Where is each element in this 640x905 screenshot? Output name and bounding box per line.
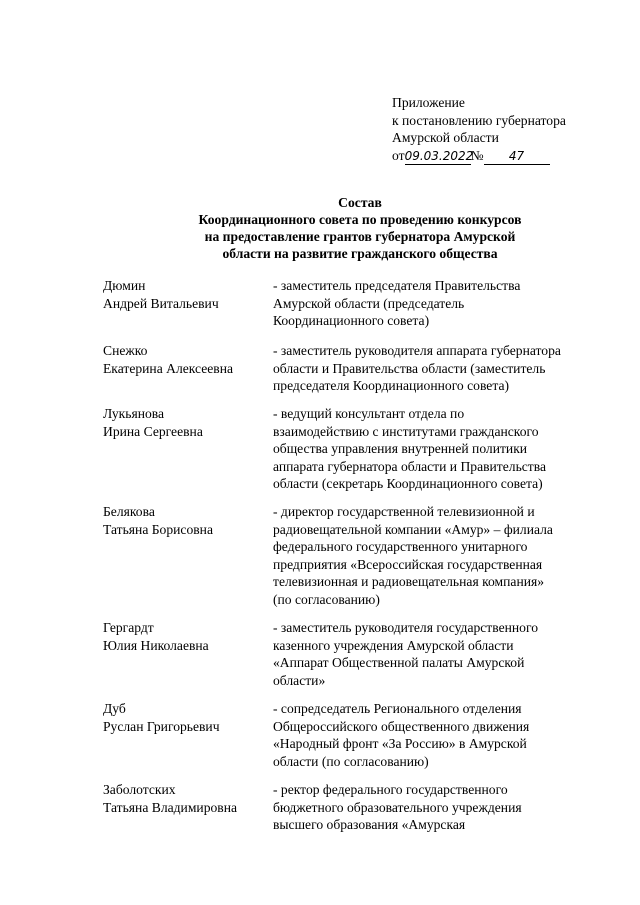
role-line: - заместитель руководителя государственного (273, 620, 539, 635)
role-line: области» (273, 672, 326, 688)
role-line: - ректор федерального государственного (273, 782, 508, 797)
role-line: высшего образования «Амурская (273, 817, 466, 832)
role-line: - ведущий консультант отдела по (273, 406, 465, 421)
member-given-names: Руслан Григорьевич (103, 718, 220, 734)
member-role (273, 619, 623, 689)
role-line: (по согласованию) (273, 591, 380, 607)
role-line: телевизионная и радиовещательная компания» (273, 574, 545, 589)
member-surname: Снежко (103, 343, 148, 358)
member-role (273, 342, 623, 395)
member-name (103, 405, 263, 440)
member-surname: Дуб (103, 701, 126, 716)
member-name (103, 619, 263, 654)
role-line: области и Правительства области (заместитель (273, 360, 546, 376)
member-given-names: Андрей Витальевич (103, 295, 219, 311)
role-line: Координационного совета) (273, 313, 430, 328)
member-role (273, 700, 623, 770)
role-line: казенного учреждения Амурской области (273, 637, 514, 653)
member-role (273, 405, 623, 493)
role-line: - сопредседатель Регионального отделения (273, 701, 522, 716)
role-line: Амурской области (председатель (273, 295, 465, 311)
role-line: области (секретарь Координационного совета) (273, 476, 543, 491)
title-line-3: на предоставление грантов губернатора Амурской (204, 229, 516, 244)
date-prefix: от (392, 147, 405, 163)
role-line: взаимодействию с институтами гражданского (273, 423, 539, 439)
role-line: радиовещательной компании «Амур» – филиала (273, 521, 553, 537)
number-handwritten: 47 (484, 149, 550, 165)
date-handwritten: 09.03.2022 (404, 148, 474, 163)
member-surname: Лукьянова (103, 406, 165, 421)
member-given-names: Татьяна Борисовна (103, 521, 213, 537)
title-line-4: области на развитие гражданского общества (222, 246, 498, 261)
member-given-names: Татьяна Владимировна (103, 799, 238, 815)
role-line: общества управления внутренней политики (273, 441, 528, 456)
member-name (103, 277, 263, 312)
role-line: - заместитель руководителя аппарата губернатора (273, 343, 561, 358)
member-name (103, 342, 263, 377)
role-line: - заместитель председателя Правительства (273, 278, 521, 293)
role-line: «Народный фронт «За Россию» в Амурской (273, 736, 527, 751)
document-title (100, 194, 620, 262)
member-name (103, 781, 263, 816)
appendix-decree-line: к постановлению губернатора (392, 112, 566, 128)
role-line: бюджетного образовательного учреждения (273, 799, 522, 815)
role-line: предприятия «Всероссийская государственная (273, 556, 543, 572)
appendix-region-line: Амурской области (392, 130, 499, 145)
role-line: федерального государственного унитарного (273, 539, 528, 554)
appendix-block (392, 94, 592, 165)
number-prefix: № (470, 147, 484, 163)
appendix-date-line (392, 147, 592, 165)
member-surname: Белякова (103, 504, 155, 519)
role-line: аппарата губернатора области и Правительства (273, 458, 547, 474)
role-line: председателя Координационного совета) (273, 378, 509, 393)
member-given-names: Юлия Николаевна (103, 637, 209, 653)
member-role (273, 781, 623, 834)
member-surname: Заболотских (103, 782, 176, 797)
member-given-names: Ирина Сергеевна (103, 423, 203, 439)
role-line: области (по согласованию) (273, 753, 429, 769)
member-name (103, 700, 263, 735)
appendix-label: Приложение (392, 95, 465, 110)
role-line: «Аппарат Общественной палаты Амурской (273, 655, 525, 670)
member-given-names: Екатерина Алексеевна (103, 360, 234, 376)
role-line: Общероссийского общественного движения (273, 718, 530, 734)
member-name (103, 503, 263, 538)
role-line: - директор государственной телевизионной и (273, 504, 535, 519)
member-surname: Дюмин (103, 278, 146, 293)
member-role (273, 277, 623, 330)
member-role (273, 503, 623, 608)
title-line-1: Состав (338, 195, 382, 210)
member-surname: Гергардт (103, 620, 154, 635)
title-line-2: Координационного совета по проведению конкурсов (198, 212, 522, 227)
